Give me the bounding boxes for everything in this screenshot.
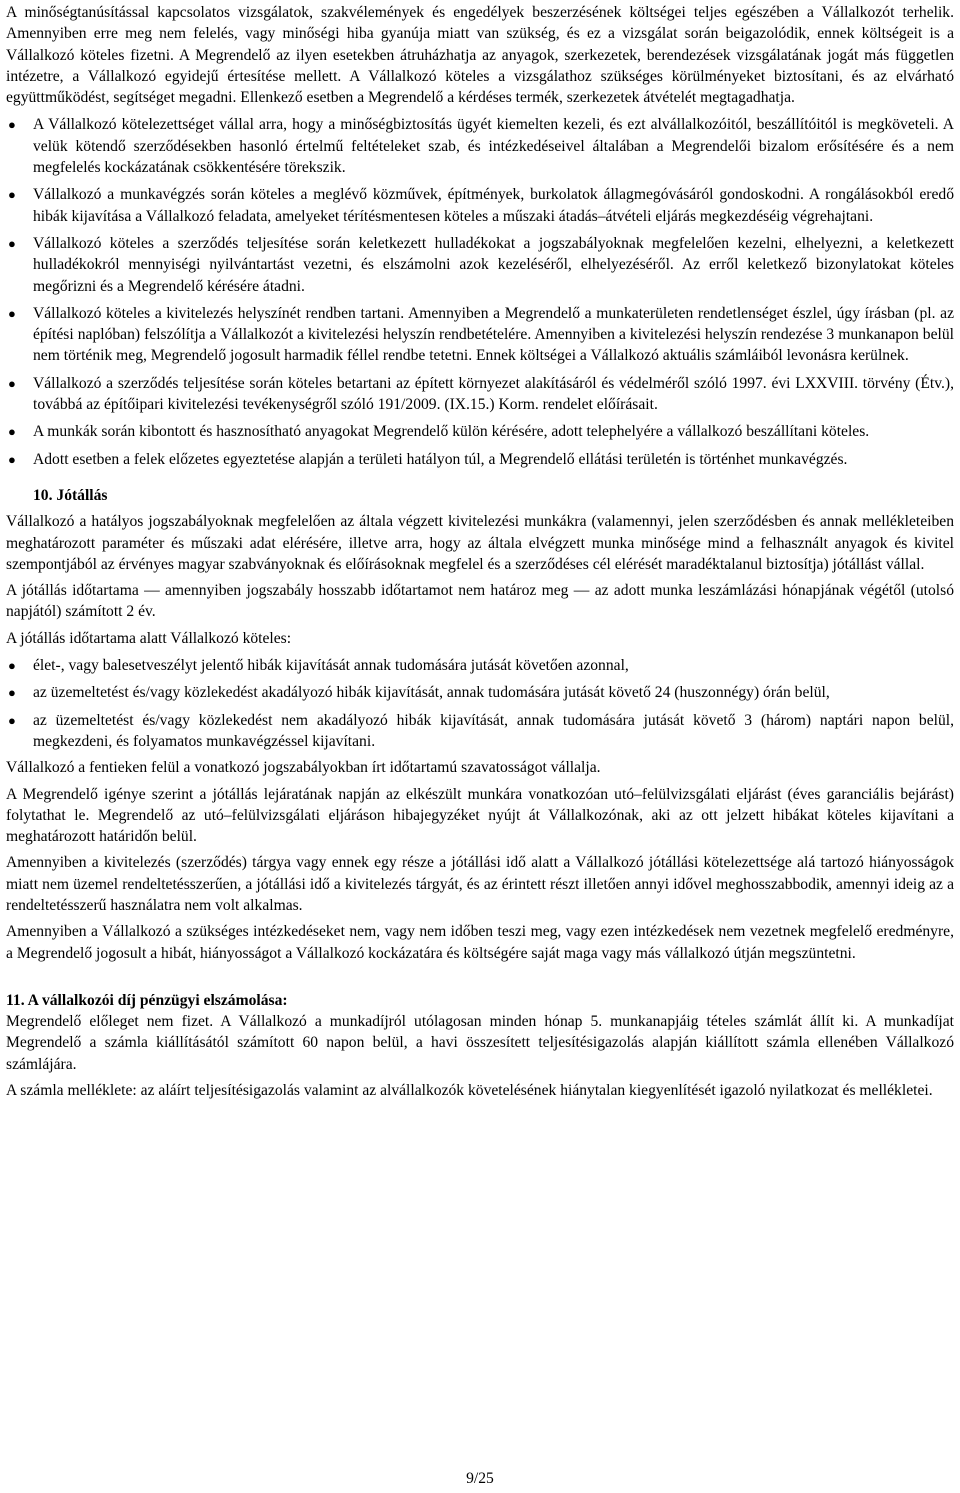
list-item-text: Vállalkozó a szerződés teljesítése során köteles betartani az épített környezet alakításáról és védelméről szóló 1997. évi LXXVIII. törvény (Étv.), továbbá az építőipari kivitelezési tevékenységről szóló 191/2009. (IX.15.) Korm. rendelet előírásait. (33, 374, 954, 414)
list-item (6, 233, 954, 297)
list-item-text: Vállalkozó köteles a kivitelezés helyszínét rendben tartani. Amennyiben a Megrendelő a munkaterületen rendetlenséget észlel, úgy írásban (pl. az építési naplóban) felszólítja a Vállalkozót a kivitelezési helyszín rendbetételére. Amennyiben a kivitelezési helyszín rendezése 3 munkanapon belül nem történik meg, Megrendelő jogosult harmadik féllel rendbe tetetni. Ennek költségei a Vállalkozó aktuális számláiból levonásra kerülnek. (33, 304, 954, 365)
list-item-text: A Vállalkozó kötelezettséget vállal arra, hogy a minőségbiztosítás ügyét kiemelten kezeli, és ezt alvállalkozóitól, beszállítóitól is megköveteli. A velük kötendő szerződésekben hasonló értelmű feltételeket szab, és intézkedéseivel általában a Megrendelői bizalom erősítésére és a nem megfelelés kockázatának csökkentésére törekszik. (33, 116, 954, 177)
section-11-paragraph: Megrendelő előleget nem fizet. A Vállalkozó a munkadíjról utólagosan minden hónap 5. munkanapjáig tételes számlát állít ki. A munkadíjat Megrendelő a számla kiállításától számított 60 napon belül, a havi összesített teljesítésigazolás alapján kiállított számla ellenében Vállalkozó számlájára. (6, 1013, 954, 1073)
section-11-paragraph: A számla melléklete: az aláírt teljesítésigazolás valamint az alvállalkozók követelésének hiánytalan kiegyenlítését igazoló nyilatkozat és mellékletei. (6, 1082, 933, 1100)
bullet-icon: ● (8, 658, 16, 674)
section-10-paragraph: Amennyiben a kivitelezés (szerződés) tárgya vagy ennek egy része a jótállási idő alatt a Vállalkozó jótállási kötelezettsége alá tartozó hiányosságok miatt nem üzemel rendeltetésszerűen, a jótállási idő a kivitelezés tárgyát, és az érintett részt illetően annyi idővel meghosszabbodik, amennyi ideig az a rendeltetésszerű használatra nem volt alkalmas. (6, 854, 954, 914)
list-item-text: Vállalkozó a munkavégzés során köteles a meglévő közművek, építmények, burkolatok állagmegóvásáról gondoskodni. A rongálásokból eredő hibák kijavítása a Vállalkozó feladata, amelyeket térítésmentesen köteles a műszaki átadás–átvételi eljárás megkezdéséig végrehajtani. (33, 186, 954, 225)
section-10-paragraph: Vállalkozó a hatályos jogszabályoknak megfelelően az általa végzett kivitelezési munkákra (valamennyi, jelen szerződésben és annak mellékleteiben meghatározott paraméter és műszaki adat elérésére, illetve arra, hogy az általa elvégzett munka minősége mind a felhasznált anyagok és kivitel szempontjából az érvényes magyar szabványoknak és előírásoknak megfelel és a szerződéses cél elérését maradéktalanul biztosítja) jótállást vállal. (6, 513, 954, 573)
bullet-icon: ● (8, 712, 16, 728)
warranty-list (6, 655, 954, 752)
section-10-paragraph: A jótállás időtartama alatt Vállalkozó köteles: (6, 629, 292, 647)
list-item-text: az üzemeltetést és/vagy közlekedést akadályozó hibák kijavítását, annak tudomására jutását követő 24 (huszonnégy) órán belül, (33, 684, 830, 702)
bullet-icon: ● (8, 187, 16, 203)
list-item-text: az üzemeltetést és/vagy közlekedést nem akadályozó hibák kijavítását, annak tudomására jutását követő 3 (három) naptári napon belül, megkezdeni, és folyamatos munkavégzéssel kijavítani. (33, 711, 954, 750)
list-item (6, 682, 954, 703)
list-item-text: Vállalkozó köteles a szerződés teljesítése során keletkezett hulladékokat a jogszabályoknak megfelelően kezelni, elhelyezni, a keletkezett hulladékokról mennyiségi nyilvántartást vezetni, és elszámolni azok kezeléséről, elhelyezéséről. Az erről keletkező bizonylatokat köteles megőrizni és a Megrendelő kérésére átadni. (33, 234, 954, 295)
list-item (6, 373, 954, 416)
bullet-icon: ● (8, 235, 16, 251)
list-item (6, 655, 954, 676)
section-10-title: 10. Jótállás (33, 486, 108, 504)
list-item (6, 449, 954, 470)
list-item (6, 184, 954, 227)
list-item-text: élet-, vagy balesetveszélyt jelentő hibák kijavítását annak tudomására jutását követően azonnal, (33, 657, 629, 675)
section-11-title: 11. A vállalkozói díj pénzügyi elszámolása: (6, 991, 288, 1009)
bullet-icon: ● (8, 305, 16, 321)
section-10-paragraph: Amennyiben a Vállalkozó a szükséges intézkedéseket nem, vagy nem időben teszi meg, vagy ezen intézkedések nem vezetnek megfelelő eredményre, a Megrendelő jogosult a hibát, hiányosságot a Vállalkozó kockázatára és költségére saját maga vagy más vállalkozó útján megszüntetni. (6, 923, 954, 962)
bullet-icon: ● (8, 685, 16, 701)
page-number: 9/25 (466, 1470, 494, 1487)
section-10-paragraph: A jótállás időtartama — amennyiben jogszabály hosszabb időtartamot nem határoz meg — az adott munka leszámlázási hónapjának végétől (utolsó napjától) számított 2 év. (6, 582, 954, 621)
obligation-list (6, 114, 954, 469)
list-item-text: A munkák során kibontott és hasznosítható anyagokat Megrendelő külön kérésére, adott telephelyére a vállalkozó beszállítani köteles. (33, 423, 870, 441)
list-item (6, 421, 954, 442)
section-10-paragraph: Vállalkozó a fentieken felül a vonatkozó jogszabályokban írt időtartamú szavatosságot vállalja. (6, 759, 601, 777)
bullet-icon: ● (8, 117, 16, 133)
intro-paragraph: A minőségtanúsítással kapcsolatos vizsgálatok, szakvélemények és engedélyek beszerzésének költségei teljes egészében a Vállalkozót terhelik. Amennyiben erre meg nem felelés, vagy minőségi hiba gyanúja miatt van szükség, és ez a vizsgálat során beigazolódik, ennek költségeit is a Vállalkozó köteles fizetni. A Megrendelő az ilyen esetekben átruházhatja az anyagok, szerkezetek, berendezések vizsgálatának jogát más független intézetre, a Vállalkozó egyidejű értesítése mellett. A Vállalkozó köteles a vizsgálathoz szükséges körülményeket biztosítani, és az elvárható együttműködést, segítséget megadni. Ellenkező esetben a Megrendelő a kérdéses termék, szerkezetek átvételét megtagadhatja. (6, 4, 954, 107)
bullet-icon: ● (8, 375, 16, 391)
list-item-text: Adott esetben a felek előzetes egyeztetése alapján a területi hatályon túl, a Megrendelő ellátási területén is történhet munkavégzés. (33, 450, 848, 468)
list-item (6, 710, 954, 753)
section-10-paragraph: A Megrendelő igénye szerint a jótállás lejáratának napján az elkészült munkára vonatkozóan utó–felülvizsgálati eljárást (éves garanciális bejárást) folytathat le. Megrendelő az utó–felülvizsgálati eljáráson hibajegyzéket nyújt át Vállalkozónak, aki az ott jelzett hibákat köteles kijavítani a meghatározott határidőn belül. (6, 785, 954, 846)
list-item (6, 303, 954, 367)
bullet-icon: ● (8, 451, 16, 467)
bullet-icon: ● (8, 424, 16, 440)
list-item (6, 114, 954, 178)
